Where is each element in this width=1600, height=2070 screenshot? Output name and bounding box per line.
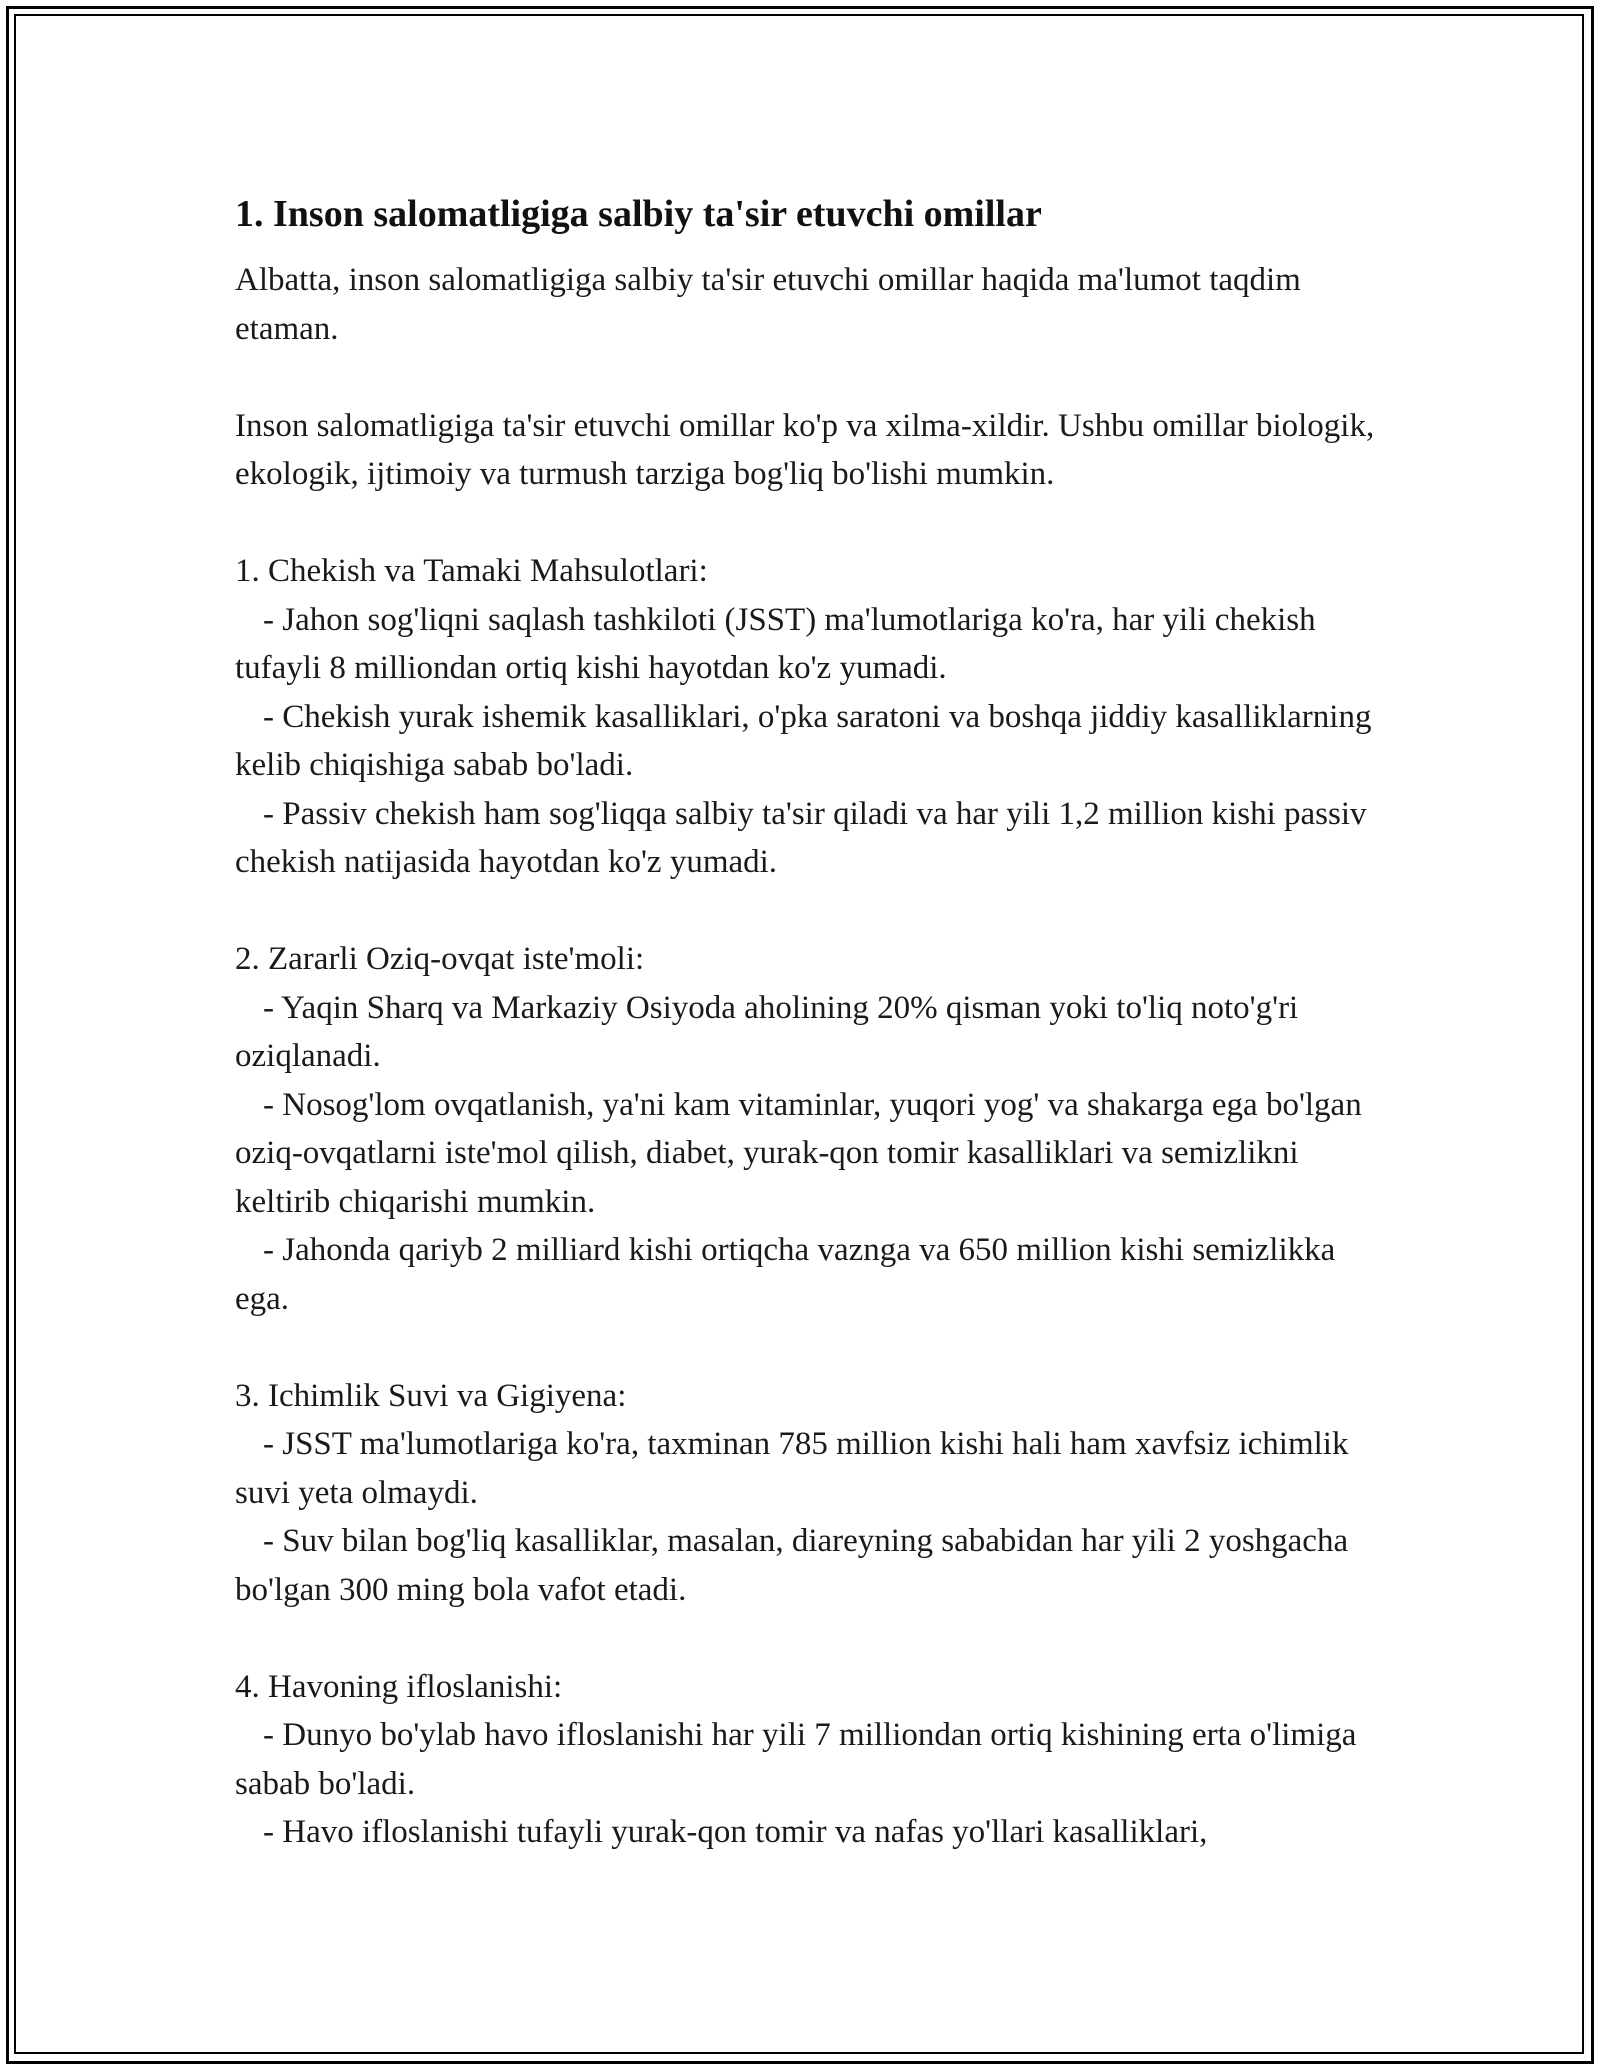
list-item: - Nosog'lom ovqatlanish, ya'ni kam vitaminlar, yuqori yog' va shakarga ega bo'lgan oziq-ovqatlarni iste'mol qilish, diabet, yurak-qon tomir kasalliklari va semizlikni keltirib chiqarishi mumkin.	[235, 1086, 1362, 1220]
list-item: - Jahonda qariyb 2 milliard kishi ortiqcha vaznga va 650 million kishi semizlikka ega.	[235, 1232, 1336, 1317]
list-item: - Chekish yurak ishemik kasalliklari, o'pka saratoni va boshqa jiddiy kasalliklarning kelib chiqishiga sabab bo'ladi.	[235, 698, 1372, 783]
section-heading: 2. Zararli Oziq-ovqat iste'moli:	[235, 941, 645, 977]
paragraph-gap	[235, 887, 1395, 936]
section-air-pollution	[235, 1663, 1395, 1857]
list-item: - Yaqin Sharq va Markaziy Osiyoda aholining 20% qisman yoki to'liq noto'g'ri oziqlanadi.	[235, 989, 1299, 1074]
list-item: - Dunyo bo'ylab havo ifloslanishi har yili 7 milliondan ortiq kishining erta o'limiga sabab bo'ladi.	[235, 1717, 1357, 1802]
section-heading: 4. Havoning ifloslanishi:	[235, 1668, 563, 1705]
page-title: 1. Inson salomatligiga salbiy ta'sir etuvchi omillar	[235, 193, 1042, 235]
section-heading: 3. Ichimlik Suvi va Gigiyena:	[235, 1377, 627, 1414]
document-body	[235, 186, 1395, 1857]
section-unhealthy-food	[235, 935, 1395, 1323]
list-item: - Suv bilan bog'liq kasalliklar, masalan, diareyning sababidan har yili 2 yoshgacha bo'lgan 300 ming bola vafot etadi.	[235, 1523, 1349, 1608]
paragraph-gap	[235, 499, 1395, 548]
section-heading: 1. Chekish va Tamaki Mahsulotlari:	[235, 553, 708, 589]
paragraph-gap	[235, 1614, 1395, 1663]
intro-paragraph-2: Inson salomatligiga ta'sir etuvchi omillar ko'p va xilma-xildir. Ushbu omillar biologik, ekologik, ijtimoiy va turmush tarziga bog'liq bo'lishi mumkin.	[235, 407, 1375, 492]
paragraph-gap	[235, 353, 1395, 402]
section-smoking	[235, 547, 1395, 887]
intro-paragraph-1: Albatta, inson salomatligiga salbiy ta'sir etuvchi omillar haqida ma'lumot taqdim etaman.	[235, 262, 1301, 347]
list-item: - Passiv chekish ham sog'liqqa salbiy ta'sir qiladi va har yili 1,2 million kishi passiv chekish natijasida hayotdan ko'z yumadi.	[235, 795, 1367, 880]
paragraph-gap	[235, 1323, 1395, 1372]
list-item: - Jahon sog'liqni saqlash tashkiloti (JSST) ma'lumotlariga ko'ra, har yili chekish tufayli 8 milliondan ortiq kishi hayotdan ko'z yumadi.	[235, 601, 1316, 686]
list-item: - JSST ma'lumotlariga ko'ra, taxminan 785 million kishi hali ham xavfsiz ichimlik suvi yeta olmaydi.	[235, 1426, 1349, 1511]
list-item: - Havo ifloslanishi tufayli yurak-qon tomir va nafas yo'llari kasalliklari,	[263, 1814, 1208, 1850]
section-drinking-water	[235, 1372, 1395, 1615]
